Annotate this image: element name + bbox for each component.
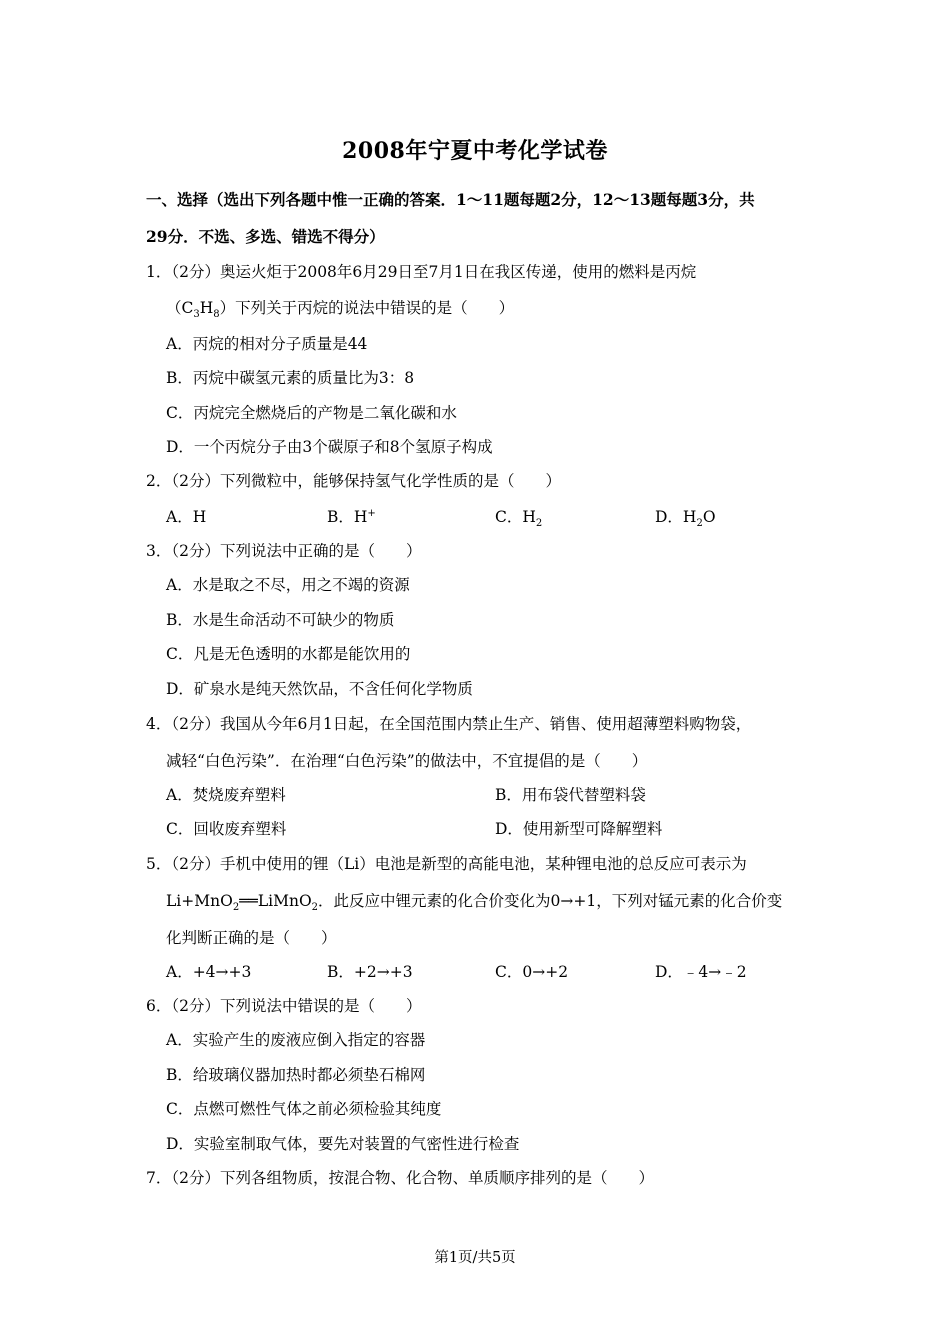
q1-stem-line-1: 1．（2分）奥运火炬于2008年6月29日至7月1日在我区传递，使用的燃料是丙烷 bbox=[146, 263, 697, 281]
q2-option-a: A．H bbox=[166, 508, 207, 526]
q4-stem-line-1: 4．（2分）我国从今年6月1日起，在全国范围内禁止生产、销售、使用超薄塑料购物袋， bbox=[146, 715, 752, 733]
q3-option-b: B．水是生命活动不可缺少的物质 bbox=[166, 611, 395, 629]
section-heading-line-2: 29分．不选、多选、错选不得分） bbox=[146, 227, 385, 246]
q2-option-d: D．$H_2O$ bbox=[655, 508, 716, 530]
q1-stem-line-2: $(C_3H_8)$下列关于丙烷的说法中错误的是（ ） bbox=[166, 299, 515, 321]
q4-option-b: B．用布袋代替塑料袋 bbox=[495, 786, 646, 804]
q3-option-a: A．水是取之不尽，用之不竭的资源 bbox=[166, 576, 410, 594]
q4-option-d: D．使用新型可降解塑料 bbox=[495, 820, 663, 838]
q2-stem: 2．（2分）下列微粒中，能够保持氢气化学性质的是（ ） bbox=[146, 472, 561, 490]
page-title: 2008年宁夏中考化学试卷 bbox=[342, 138, 608, 164]
q5-stem-line-2: Li+MnO$_2$══LiMnO$_2$．此反应中锂元素的化合价变化为0→+1，下列对锰元素的化合价变 bbox=[166, 892, 783, 914]
q1-option-c: C．丙烷完全燃烧后的产物是二氧化碳和水 bbox=[166, 404, 457, 422]
section-heading-line-1: 一、选择（选出下列各题中惟一正确的答案．1～11题每题2分，12～13题每题3分，共 bbox=[146, 190, 755, 209]
q5-option-d: D．﹣4→﹣2 bbox=[655, 963, 747, 981]
q1-option-a: A．丙烷的相对分子质量是44 bbox=[166, 335, 368, 353]
q5-stem-line-1: 5．（2分）手机中使用的锂（Li）电池是新型的高能电池，某种锂电池的总反应可表示为 bbox=[146, 855, 747, 873]
q6-option-a: A．实验产生的废液应倒入指定的容器 bbox=[166, 1031, 426, 1049]
q5-stem-line-3: 化判断正确的是（ ） bbox=[166, 929, 337, 947]
q3-stem: 3．（2分）下列说法中正确的是（ ） bbox=[146, 542, 422, 560]
q6-option-d: D．实验室制取气体，要先对装置的气密性进行检查 bbox=[166, 1135, 520, 1153]
q5-option-a: A．+4→+3 bbox=[166, 963, 252, 981]
q1-option-b: B．丙烷中碳氢元素的质量比为3：8 bbox=[166, 369, 415, 387]
q2-option-b: B．H+ bbox=[327, 507, 376, 526]
q5-option-b: B．+2→+3 bbox=[327, 963, 413, 981]
q3-option-d: D．矿泉水是纯天然饮品，不含任何化学物质 bbox=[166, 680, 473, 698]
q6-option-c: C．点燃可燃性气体之前必须检验其纯度 bbox=[166, 1100, 442, 1118]
q3-option-c: C．凡是无色透明的水都是能饮用的 bbox=[166, 645, 411, 663]
q6-stem: 6．（2分）下列说法中错误的是（ ） bbox=[146, 997, 422, 1015]
q7-stem: 7．（2分）下列各组物质，按混合物、化合物、单质顺序排列的是（ ） bbox=[146, 1169, 654, 1187]
q4-option-a: A．焚烧废弃塑料 bbox=[166, 786, 286, 804]
q1-option-d: D．一个丙烷分子由3个碳原子和8个氢原子构成 bbox=[166, 438, 493, 456]
page-footer: 第1页/共5页 bbox=[434, 1250, 516, 1266]
q4-stem-line-2: 减轻“白色污染”．在治理“白色污染”的做法中，不宜提倡的是（ ） bbox=[166, 752, 648, 770]
q5-option-c: C．0→+2 bbox=[495, 963, 569, 981]
q4-option-c: C．回收废弃塑料 bbox=[166, 820, 287, 838]
q6-option-b: B．给玻璃仪器加热时都必须垫石棉网 bbox=[166, 1066, 426, 1084]
q2-option-c: C．$H_2$ bbox=[495, 508, 543, 530]
